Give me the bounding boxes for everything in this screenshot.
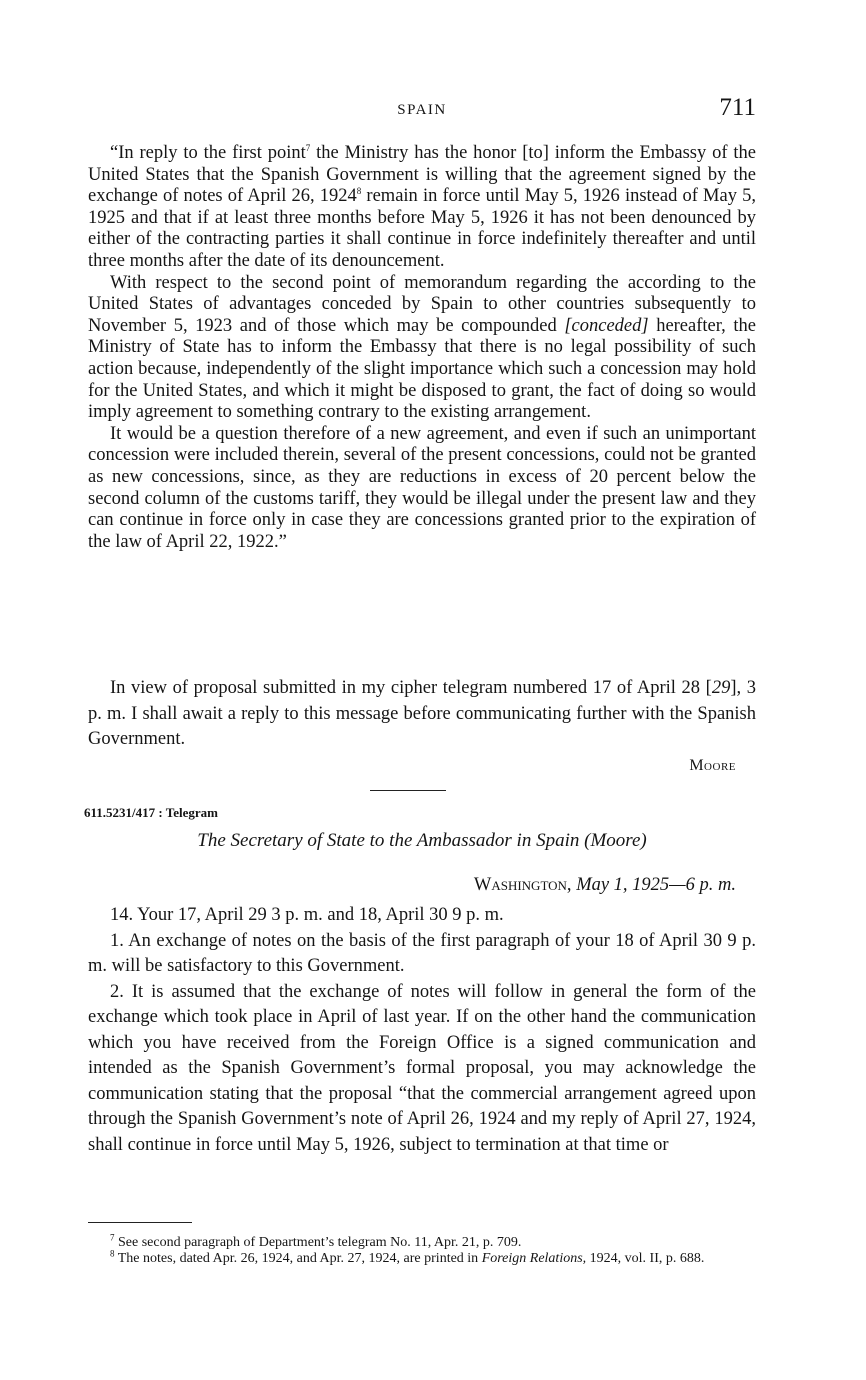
signature: Moore [689, 757, 736, 774]
footnote-ref-8: 8 [356, 186, 362, 197]
dateline-date: May 1, 1925—6 p. m. [576, 875, 736, 895]
running-head-title: SPAIN [397, 102, 447, 118]
quoted-note [88, 143, 756, 553]
dateline [88, 875, 736, 896]
quoted-paragraph-2: With respect to the second point of memorandum regarding the according to the United States of advantages conceded by Spain to other countries subsequently to November 5, 1923 and of those which may be compounded [conceded] hereafter, the Ministry of State has to inform the Embassy that there is no legal possibility of such action because, independently of the slight importance which such a concession may hold for the United States, and which it might be disposed to grant, the fact of doing so would imply agreement to something contrary to the existing arrangement. [88, 272, 757, 423]
telegram-body [88, 903, 756, 1158]
footnote-8: $^8$ The notes, dated Apr. 26, 1924, and Apr. 27, 1924, are printed in Foreign Relations, 1924, vol. II, p. 688. [110, 1247, 705, 1266]
quoted-paragraph-1: “In reply to the first point$^7$ the Ministry has the honor [to] inform the Embassy of the United States that the Spanish Government is willing that the agreement signed by the exchange of notes of April 26, 1924$^8$ remain in force until May 5, 1926 instead of May 5, 1925 and that if at least three months before May 5, 1926 it has not been denounced by either of the contracting parties it shall continue in force indefinitely thereafter and until three months after the date of its denouncement. [88, 142, 756, 271]
closing-paragraph: In view of proposal submitted in my cipher telegram numbered 17 of April 28 [29], 3 p. m. I shall await a reply to this message before communicating further with the Spanish Government. [88, 678, 756, 749]
recipient-name: Moore [590, 830, 641, 851]
telegram-paragraph-1: 1. An exchange of notes on the basis of the first paragraph of your 18 of April 30 9 p. m. will be satisfactory to this Government. [88, 930, 756, 976]
running-head [88, 96, 756, 126]
section-divider [370, 790, 446, 791]
quoted-paragraph-3: It would be a question therefore of a new agreement, and even if such an unimportant concession were included therein, several of the present concessions, could not be granted as new concessions, since, as they are reductions in excess of 20 percent below the second column of the customs tariff, they would be illegal under the present law and they can continue in force only in case they are concessions granted prior to the expiration of the law of April 22, 1922.” [88, 423, 756, 552]
telegram-paragraph-2: 2. It is assumed that the exchange of notes will follow in general the form of the exchange which took place in April of last year. If on the other hand the communication which you have received from the Foreign Office is a signed communication and intended as the Spanish Government’s formal proposal, you may acknowledge the communication stating that the proposal “that the commercial arrangement agreed upon through the Spanish Government’s note of April 26, 1924 and my reply of April 27, 1924, shall continue in force until May 5, 1926, subject to termination at that time or [88, 981, 756, 1155]
file-reference: 611.5231/417 : Telegram [84, 805, 218, 820]
telegram-paragraph-14: 14. Your 17, April 29 3 p. m. and 18, April 30 9 p. m. [110, 905, 504, 925]
footnote-ref-7: 7 [305, 142, 311, 153]
closing-paragraph-block [88, 676, 756, 753]
dateline-place: Washington, [473, 875, 572, 895]
footnotes [88, 1232, 756, 1266]
footnote-divider [88, 1222, 192, 1223]
page-number: 711 [719, 94, 756, 121]
telegram-title: The Secretary of State to the Ambassador in Spain (Moore) [197, 830, 647, 851]
footnote-7: $^7$ See second paragraph of Department’s telegram No. 11, Apr. 21, p. 709. [110, 1232, 522, 1250]
